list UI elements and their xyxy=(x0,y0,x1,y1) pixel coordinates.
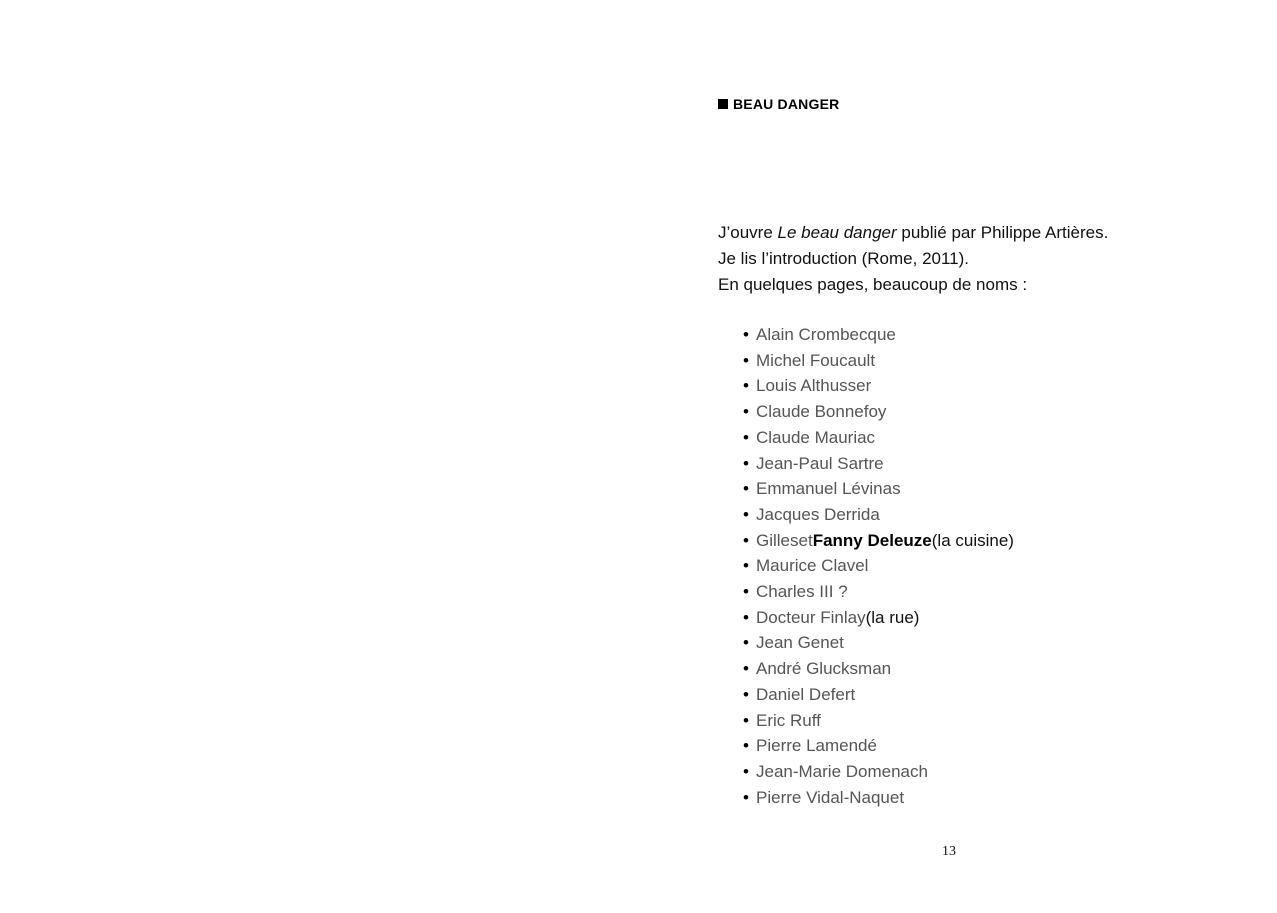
list-item xyxy=(743,553,1014,579)
list-item xyxy=(743,399,1014,425)
person-name: Gilles xyxy=(756,530,799,550)
name-note: (la cuisine) xyxy=(931,530,1014,550)
intro-line-1-start: J’ouvre xyxy=(718,223,778,242)
bullet-icon: • xyxy=(743,556,749,576)
bullet-icon: • xyxy=(743,633,749,653)
bullet-icon: • xyxy=(743,761,749,781)
list-item xyxy=(743,322,1014,348)
list-item xyxy=(743,605,1014,631)
section-heading-text: BEAU DANGER xyxy=(733,96,840,112)
intro-paragraph xyxy=(718,220,1108,298)
person-name: Claude Bonnefoy xyxy=(756,402,887,422)
list-item xyxy=(743,656,1014,682)
bullet-icon: • xyxy=(743,376,749,396)
bullet-icon: • xyxy=(743,453,749,473)
bullet-icon: • xyxy=(743,659,749,679)
book-title: Le beau danger xyxy=(777,223,897,242)
person-name: Michel Foucault xyxy=(756,350,876,370)
person-name: Emmanuel Lévinas xyxy=(756,479,901,499)
bullet-icon: • xyxy=(743,530,749,550)
list-item xyxy=(743,373,1014,399)
bullet-icon: • xyxy=(743,607,749,627)
list-item xyxy=(743,630,1014,656)
bullet-icon: • xyxy=(743,427,749,447)
person-name: André Glucksman xyxy=(756,659,892,679)
intro-line-1 xyxy=(718,220,1108,246)
name-note: (la rue) xyxy=(865,607,920,627)
bullet-icon: • xyxy=(743,582,749,602)
list-item xyxy=(743,759,1014,785)
intro-line-1-end: publié par Philippe Artières. xyxy=(896,223,1109,242)
list-item xyxy=(743,528,1014,554)
list-item xyxy=(743,785,1014,811)
person-name: Alain Crombecque xyxy=(756,325,896,344)
person-name: Eric Ruff xyxy=(756,710,821,730)
person-name: Pierre Lamendé xyxy=(756,736,877,756)
bullet-icon: • xyxy=(743,479,749,499)
person-name: Charles III ? xyxy=(756,582,848,602)
highlighted-name: Fanny Deleuze xyxy=(812,530,932,550)
section-heading xyxy=(718,96,839,112)
list-item xyxy=(743,348,1014,374)
bullet-icon: • xyxy=(743,402,749,422)
list-item xyxy=(743,682,1014,708)
bullet-icon: • xyxy=(743,684,749,704)
bullet-icon: • xyxy=(743,350,749,370)
person-name: Jean-Paul Sartre xyxy=(756,453,884,473)
names-list xyxy=(743,322,1014,810)
list-item xyxy=(743,708,1014,734)
person-name: Jacques Derrida xyxy=(756,504,880,524)
square-bullet-icon xyxy=(718,99,728,109)
person-name: Jean Genet xyxy=(756,633,844,653)
person-name: Docteur Finlay xyxy=(756,607,866,627)
list-item xyxy=(743,451,1014,477)
list-item xyxy=(743,579,1014,605)
bullet-icon: • xyxy=(743,504,749,524)
bullet-icon: • xyxy=(743,787,749,807)
intro-line-2: Je lis l’introduction (Rome, 2011). xyxy=(718,249,970,268)
person-name: Louis Althusser xyxy=(756,376,872,396)
name-separator: et xyxy=(798,530,813,550)
page-number: 13 xyxy=(942,844,956,859)
person-name: Jean-Marie Domenach xyxy=(756,761,928,781)
intro-line-3: En quelques pages, beaucoup de noms : xyxy=(718,275,1028,294)
person-name: Pierre Vidal-Naquet xyxy=(756,787,905,807)
person-name: Daniel Defert xyxy=(756,684,856,704)
list-item xyxy=(743,425,1014,451)
bullet-icon: • xyxy=(743,710,749,730)
bullet-icon: • xyxy=(743,736,749,756)
list-item xyxy=(743,502,1014,528)
list-item xyxy=(743,476,1014,502)
person-name: Maurice Clavel xyxy=(756,556,869,576)
person-name: Claude Mauriac xyxy=(756,427,876,447)
list-item xyxy=(743,733,1014,759)
bullet-icon: • xyxy=(743,325,749,344)
